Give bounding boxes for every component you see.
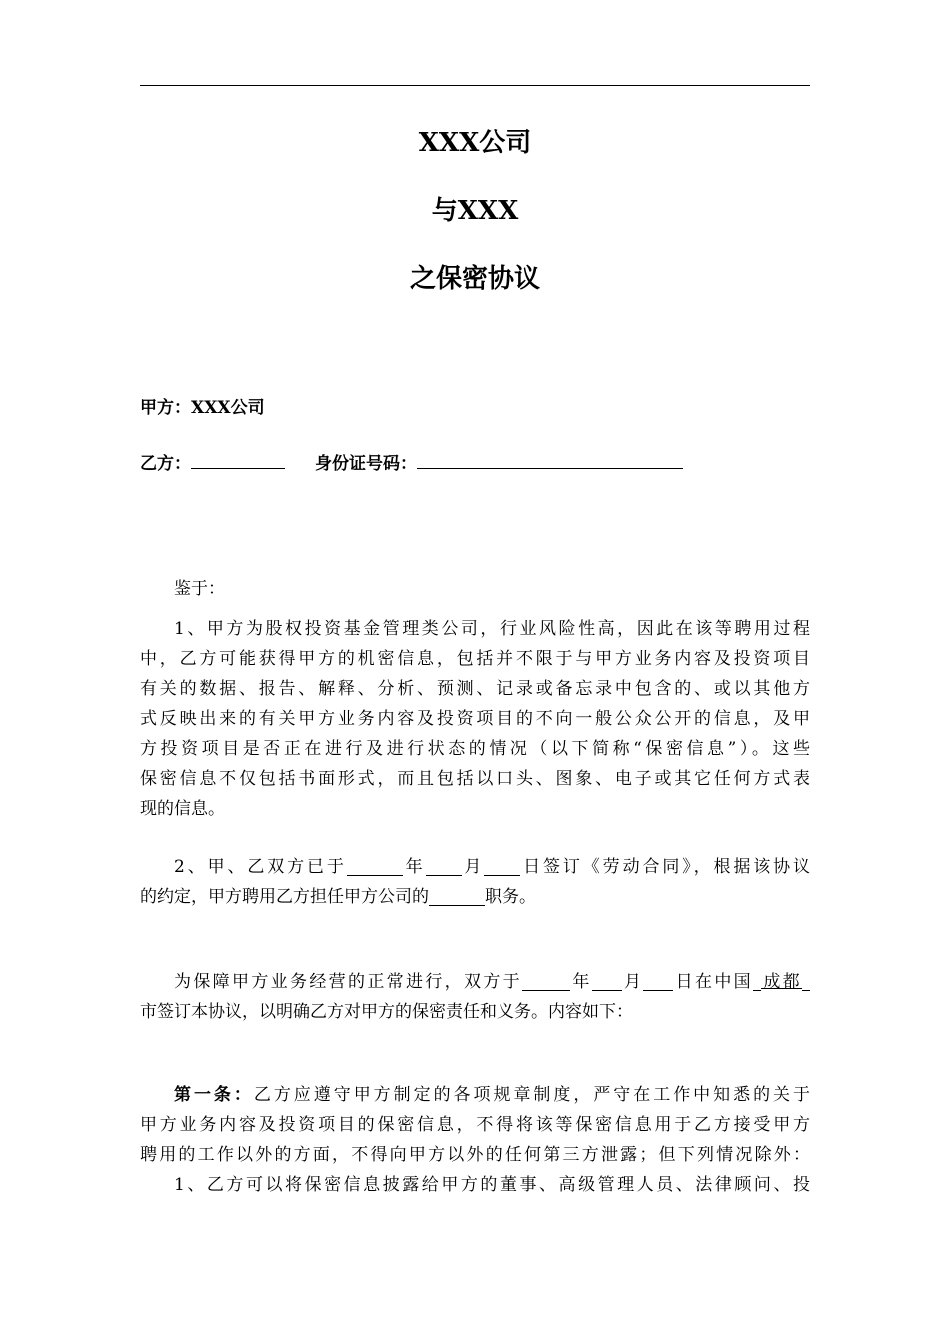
purpose-text: 为保障甲方业务经营的正常进行，双方于 [174,972,522,992]
clause-2-text: 2、甲、乙双方已于 [174,857,347,877]
clause-1-line: 中，乙方可能获得甲方的机密信息，包括并不限于与甲方业务内容及投资项目 [140,649,810,669]
purpose-paragraph [140,967,810,1027]
purpose-line-1 [140,967,810,997]
whereas-heading: 鉴于： [174,579,225,599]
sign-year-label: 年 [570,972,592,992]
clause-2-text: 日签订《劳动合同》，根据该协议 [520,857,810,877]
clause-1-line: 有关的数据、报告、解释、分析、预测、记录或备忘录中包含的、或以其他方 [140,679,810,699]
clause-2-line-2 [140,882,810,912]
article-1-text: 乙方应遵守甲方制定的各项规章制度，严守在工作中知悉的关于 [253,1085,811,1105]
month-blank[interactable] [426,855,462,876]
clause-1-line: 1、甲方为股权投资基金管理类公司，行业风险性高，因此在该等聘用过程 [174,619,810,639]
sign-month-blank[interactable] [592,970,622,991]
clause-2-text: 职务。 [485,887,536,907]
party-b [140,450,683,476]
article-1-line-1 [140,1080,810,1110]
clause-2 [140,852,810,912]
title-line-3: 之保密协议 [409,264,540,294]
purpose-text: 日在中国 [673,972,754,992]
year-label: 年 [402,857,426,877]
article-1-line-3: 聘用的工作以外的方面，不得向甲方以外的任何第三方泄露；但下列情况除外： [140,1145,810,1165]
clause-2-text: 的约定，甲方聘用乙方担任甲方公司的 [140,887,429,907]
clause-2-line-1 [140,852,810,882]
party-b-label: 乙方： [140,454,191,474]
party-a-label: 甲方： [140,398,191,418]
article-1 [140,1080,810,1200]
city-value: 成都 [761,972,803,992]
article-1-heading: 第一条： [174,1085,254,1105]
sign-year-blank[interactable] [522,970,570,991]
party-b-name-blank[interactable] [191,450,285,469]
clause-1-line: 式反映出来的有关甲方业务内容及投资项目的不向一般公众公开的信息，及甲 [140,709,810,729]
underline-gap [753,970,761,991]
title-line-2: 与XXX [431,196,519,226]
underline-gap [802,970,810,991]
purpose-line-2: 市签订本协议，以明确乙方对甲方的保密责任和义务。内容如下： [140,1002,633,1022]
id-number-blank[interactable] [417,450,683,469]
clause-1-line: 方投资项目是否正在进行及进行状态的情况（以下简称“保密信息”）。这些 [140,739,810,759]
article-1-line-2: 甲方业务内容及投资项目的保密信息，不得将该等保密信息用于乙方接受甲方 [140,1115,810,1135]
id-number-label: 身份证号码： [315,454,417,474]
clause-1 [140,614,810,824]
party-a [140,396,265,420]
clause-1-line: 现的信息。 [140,799,225,819]
title-line-1: XXX公司 [418,128,532,158]
sign-day-blank[interactable] [643,970,673,991]
header-rule [140,85,810,86]
sign-month-label: 月 [621,972,644,992]
year-blank[interactable] [347,855,403,876]
month-label: 月 [461,857,485,877]
day-blank[interactable] [484,855,520,876]
party-a-value: XXX公司 [191,398,265,418]
clause-1-line: 保密信息不仅包括书面形式，而且包括以口头、图象、电子或其它任何方式表 [140,769,810,789]
article-1-item-1: 1、乙方可以将保密信息披露给甲方的董事、高级管理人员、法律顾问、投 [174,1175,810,1195]
position-blank[interactable] [429,885,485,906]
